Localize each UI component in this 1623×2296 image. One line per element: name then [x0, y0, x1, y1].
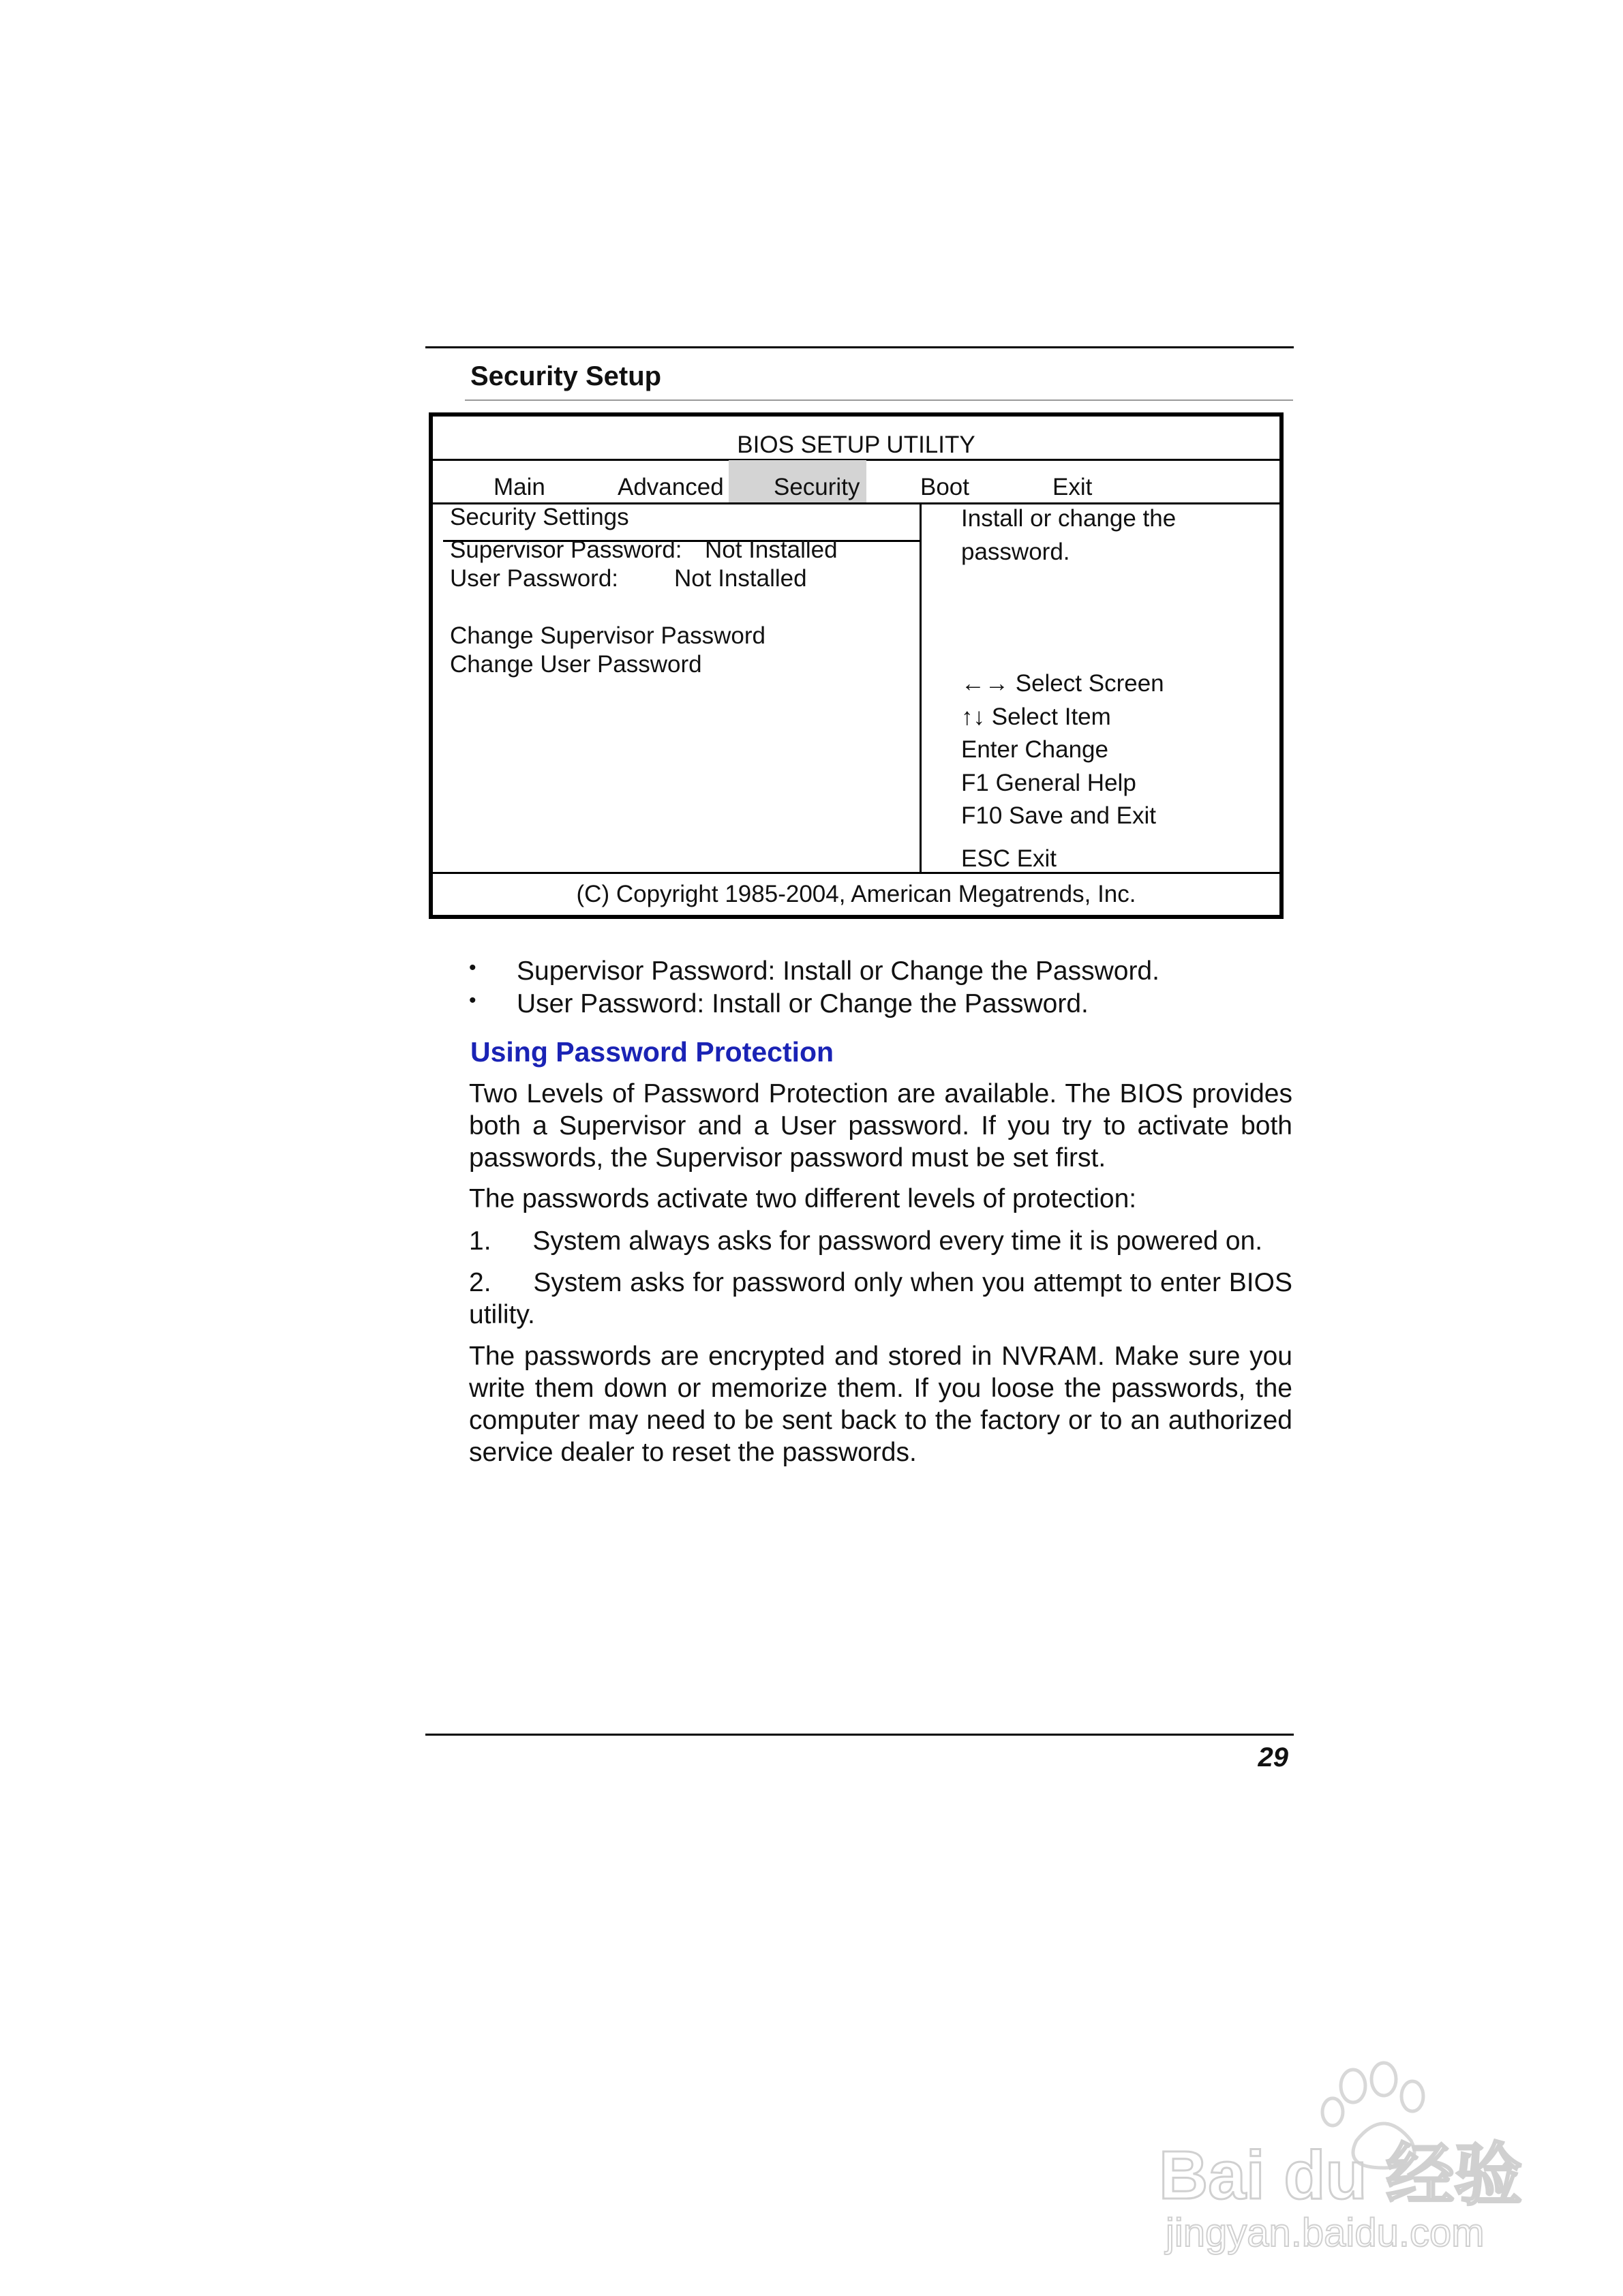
- key-hint-enter-change: Enter Change: [961, 736, 1108, 763]
- title-underline: [465, 399, 1293, 401]
- menu-tab-main[interactable]: Main: [494, 474, 545, 500]
- footer-rule: [425, 1734, 1294, 1736]
- key-hint-select-item: ↑↓ Select Item: [961, 704, 1111, 730]
- paragraph-levels: Two Levels of Password Protection are available. The BIOS provides both a Supervisor and a User password. If you try to activate both passwords, the Supervisor password must be set first.: [469, 1079, 1292, 1173]
- supervisor-password-value: Not Installed: [705, 537, 838, 563]
- page-number: 29: [1258, 1742, 1288, 1772]
- baidu-watermark: [1159, 2059, 1541, 2263]
- bios-title: BIOS SETUP UTILITY: [737, 432, 975, 458]
- change-user-password-option[interactable]: Change User Password: [450, 651, 702, 678]
- section-title: Security Setup: [470, 361, 662, 391]
- help-text-line-1: Install or change the: [961, 505, 1177, 532]
- bios-screen: [429, 412, 1284, 919]
- key-hint-esc-exit: ESC Exit: [961, 845, 1057, 872]
- bullet-dot-icon: •: [469, 989, 476, 1012]
- user-password-label: User Password:: [450, 565, 619, 592]
- subheading: Using Password Protection: [470, 1036, 834, 1068]
- item-number: 1.: [469, 1226, 491, 1256]
- key-hint-select-screen: ←→ Select Screen: [961, 670, 1164, 697]
- menu-tab-security[interactable]: [729, 460, 866, 502]
- user-password-value: Not Installed: [674, 565, 807, 592]
- menu-tab-advanced[interactable]: Advanced: [618, 474, 724, 500]
- key-hint-save-exit: F10 Save and Exit: [961, 802, 1156, 829]
- bullet-text: Supervisor Password: Install or Change the Password.: [517, 956, 1159, 986]
- settings-heading: Security Settings: [450, 504, 629, 530]
- item-number: 2.: [469, 1268, 491, 1297]
- watermark-brand: Bai du 经验: [1159, 2137, 1523, 2214]
- bios-copyright: (C) Copyright 1985-2004, American Megatrends, Inc.: [576, 881, 1136, 907]
- header-rule: [425, 346, 1294, 348]
- menu-tab-boot[interactable]: Boot: [920, 474, 969, 500]
- item-text: System always asks for password every time it is powered on.: [532, 1226, 1263, 1256]
- numbered-item-1: [469, 1225, 1292, 1257]
- change-supervisor-password-option[interactable]: Change Supervisor Password: [450, 622, 766, 649]
- menu-tab-exit[interactable]: Exit: [1052, 474, 1093, 500]
- help-text-line-2: password.: [961, 539, 1070, 565]
- supervisor-password-label: Supervisor Password:: [450, 537, 682, 563]
- watermark-url: jingyan.baidu.com: [1166, 2211, 1485, 2255]
- paragraph-protection-intro: The passwords activate two different levels of protection:: [469, 1184, 1137, 1213]
- bullet-dot-icon: •: [469, 956, 476, 979]
- numbered-item-2: [469, 1267, 1292, 1331]
- bios-pane-divider: [920, 504, 922, 872]
- item-text: System asks for password only when you attempt to enter BIOS utility.: [469, 1268, 1292, 1329]
- key-hint-general-help: F1 General Help: [961, 770, 1136, 796]
- paragraph-nvram: The passwords are encrypted and stored in NVRAM. Make sure you write them down or memorize them. If you loose the passwords, the computer may need to be sent back to the factory or to an authorized service dealer to reset the passwords.: [469, 1342, 1292, 1467]
- bullet-text: User Password: Install or Change the Password.: [517, 989, 1089, 1018]
- menu-tab-security-label: Security: [774, 474, 860, 500]
